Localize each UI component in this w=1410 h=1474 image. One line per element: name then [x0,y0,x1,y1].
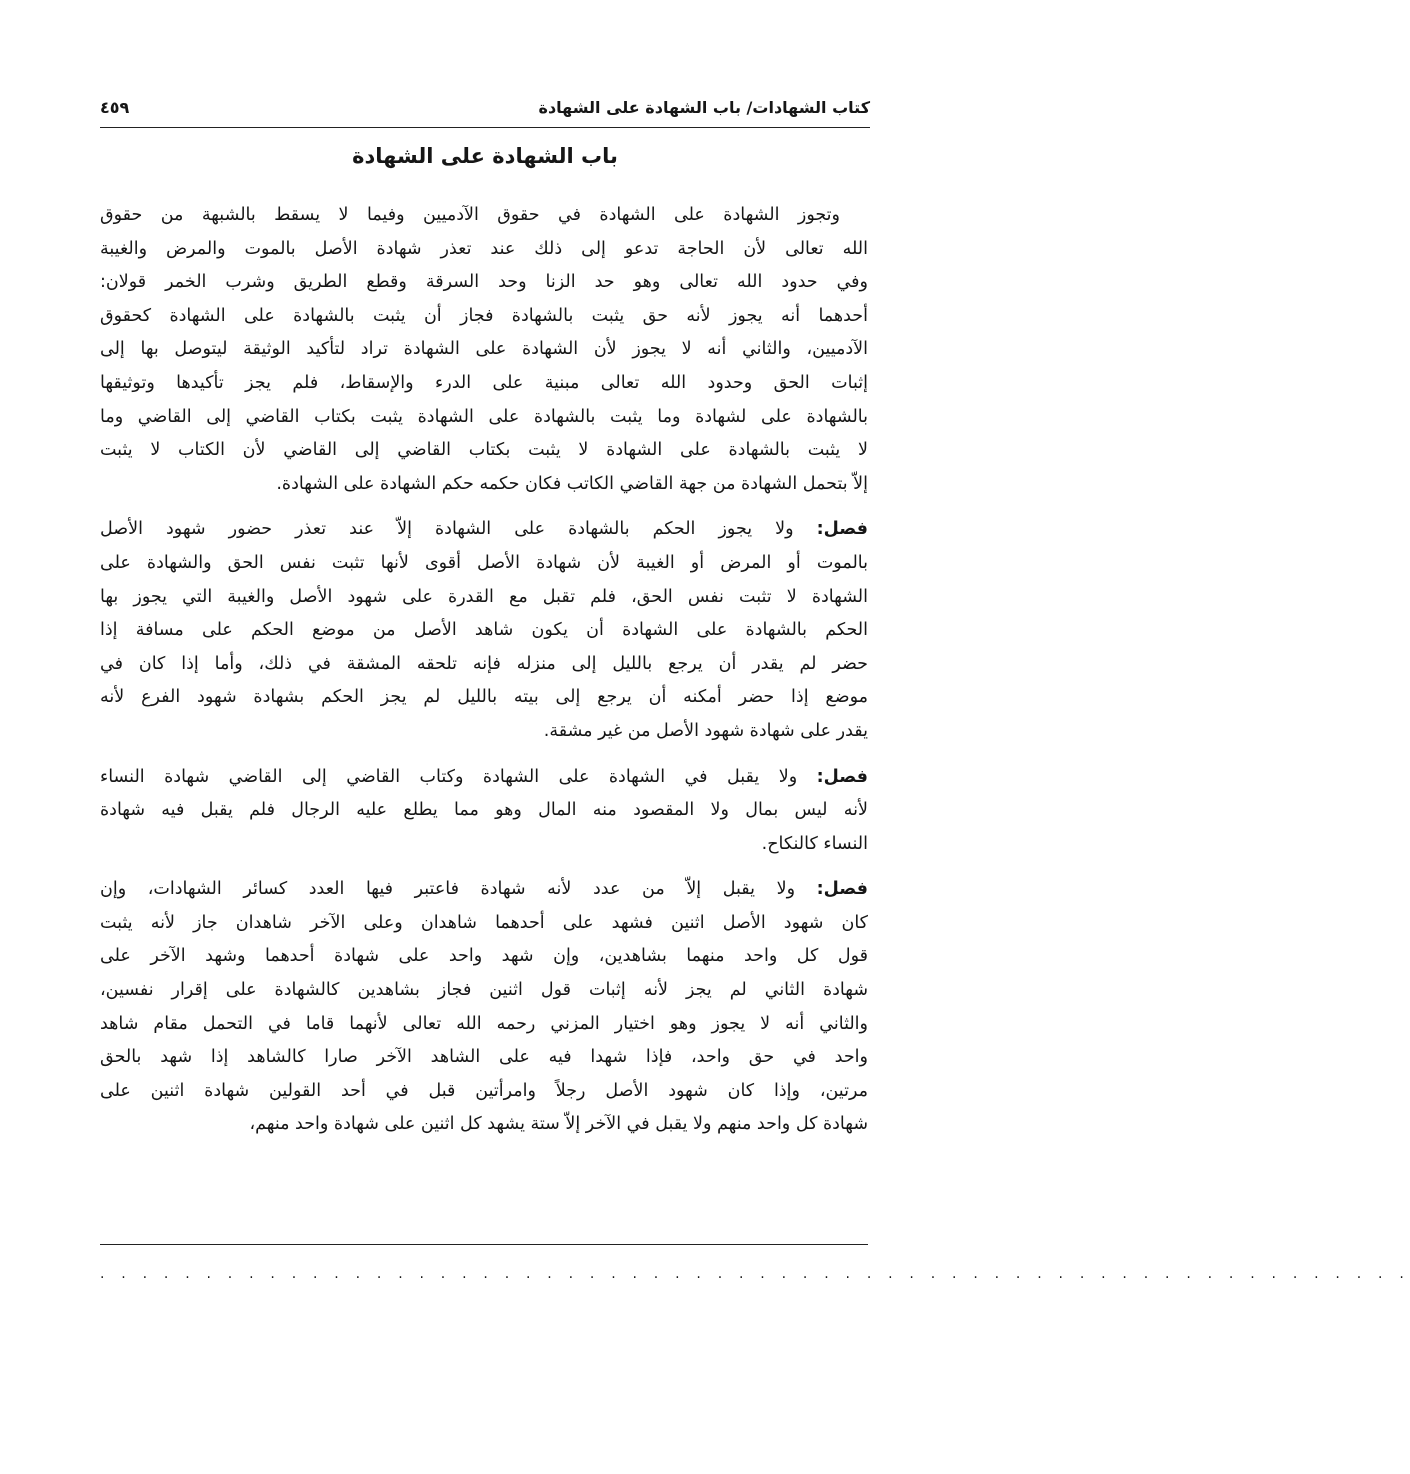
text-line [100,761,868,795]
text-line: وتجوز الشهادة على الشهادة في حقوق الآدميين وفيما لا يسقط بالشبهة من حقوق [100,205,840,225]
text-line: إثبات الحق وحدود الله تعالى مبنية على الدرء والإسقاط، فلم يجز تأكيدها وتوثيقها [100,372,868,393]
paragraph [100,873,868,1142]
line-text: ولا يقبل في الشهادة على الشهادة وكتاب القاضي إلى القاضي شهادة النساء [100,766,798,787]
text-line: وفي حدود الله تعالى وهو حد الزنا وحد السرقة وقطع الطريق وشرب الخمر قولان: [100,272,868,293]
text-line: الله تعالى لأن الحاجة تدعو إلى ذلك عند تعذر شهادة الأصل بالموت والمرض والغيبة [100,238,868,259]
text-line: بالشهادة على لشهادة وما يثبت بالشهادة على الشهادة يثبت بكتاب القاضي إلى القاضي وما [100,406,868,427]
header-rule [100,127,870,128]
text-line: يقدر على شهادة شهود الأصل من غير مشقة. [543,720,868,741]
text-line: قول كل واحد منهما بشاهدين، وإن شهد واحد على شهادة أحدهما وشهد الآخر على [100,946,868,967]
text-line: كان شهود الأصل اثنين فشهد على أحدهما شاهدان وعلى الآخر شاهدان جاز لأنه يثبت [100,912,868,933]
line-text: ولا يجوز الحكم بالشهادة على الشهادة إلاّ عند تعذر حضور شهود الأصل [100,519,794,540]
text-line [100,513,868,547]
running-title: كتاب الشهادات/ باب الشهادة على الشهادة [538,98,870,117]
line-text: ولا يقبل إلاّ من عدد لأنه شهادة فاعتبر فيها العدد كسائر الشهادات، وإن [100,879,796,900]
chapter-title: باب الشهادة على الشهادة [352,144,618,168]
text-line: مرتين، وإذا كان شهود الأصل رجلاً وامرأتين قبل في أحد القولين شهادة اثنين على [100,1080,868,1101]
text-line: لا يثبت بالشهادة على الشهادة لا يثبت بكتاب القاضي إلى القاضي لأن الكتاب لا يثبت [100,440,868,461]
text-line: بالموت أو المرض أو الغيبة لأن شهادة الأصل أقوى لأنها تثبت نفس الحق والشهادة على [100,552,868,573]
section-lead: فصل: [816,519,868,540]
text-line: الحكم بالشهادة على الشهادة أن يكون شاهد الأصل من موضع الحكم على مسافة إذا [100,620,868,641]
text-line: الآدميين، والثاني أنه لا يجوز لأن الشهادة على الشهادة تراد لتأكيد الوثيقة ليتوصل بها إلى [100,339,868,360]
text-line: شهادة كل واحد منهم ولا يقبل في الآخر إلاّ ستة يشهد كل اثنين على شهادة واحد منهم، [249,1114,868,1135]
section-lead: فصل: [816,879,868,900]
text-line: حضر لم يقدر أن يرجع بالليل إلى منزله فإنه تلحقه المشقة في ذلك، وأما إذا كان في [100,653,868,674]
continuation-dots: . . . . . . . . . . . . . . . . . . . . . . . . . . . . . . . . . . . . . . . . . . . . . . . . . . . . . . . . . . . . . . [100,1266,1410,1282]
page-number: ٤٥٩ [100,98,130,117]
text-line: شهادة الثاني لم يجز لأنه إثبات قول اثنين فجاز بشاهدين كالشهادة على إقرار نفسين، [100,980,868,1001]
section-lead: فصل: [816,766,868,787]
text-line: لأنه ليس بمال ولا المقصود منه المال وهو مما يطلع عليه الرجال فلم يقبل فيه شهادة [100,800,868,821]
text-line: إلاّ بتحمل الشهادة من جهة القاضي الكاتب فكان حكمه حكم الشهادة على الشهادة. [276,473,868,494]
text-line: واحد في حق واحد، فإذا شهدا فيه على الشاهد الآخر صارا كالشاهد إذا شهد بالحق [100,1047,868,1068]
text-line: النساء كالنكاح. [761,833,868,854]
text-line: والثاني أنه لا يجوز وهو اختيار المزني رحمه الله تعالى لأنهما قاما في التحمل مقام شاهد [100,1013,868,1034]
text-line [100,873,868,907]
text-line: موضع إذا حضر أمكنه أن يرجع إلى بيته بالليل لم يجز الحكم بشهادة شهود الفرع لأنه [100,687,868,708]
text-line: أحدهما أنه يجوز لأنه حق يثبت بالشهادة فجاز أن يثبت بالشهادة على الشهادة كحقوق [100,305,868,326]
paragraph [100,199,868,501]
text-line: الشهادة لا تثبت نفس الحق، فلم تقبل مع القدرة على شهود الأصل والغيبة التي يجوز بها [100,586,868,607]
footnote-rule [100,1244,868,1245]
paragraph [100,513,868,748]
body-text [100,199,868,1142]
paragraph [100,761,868,862]
running-header [100,98,870,126]
